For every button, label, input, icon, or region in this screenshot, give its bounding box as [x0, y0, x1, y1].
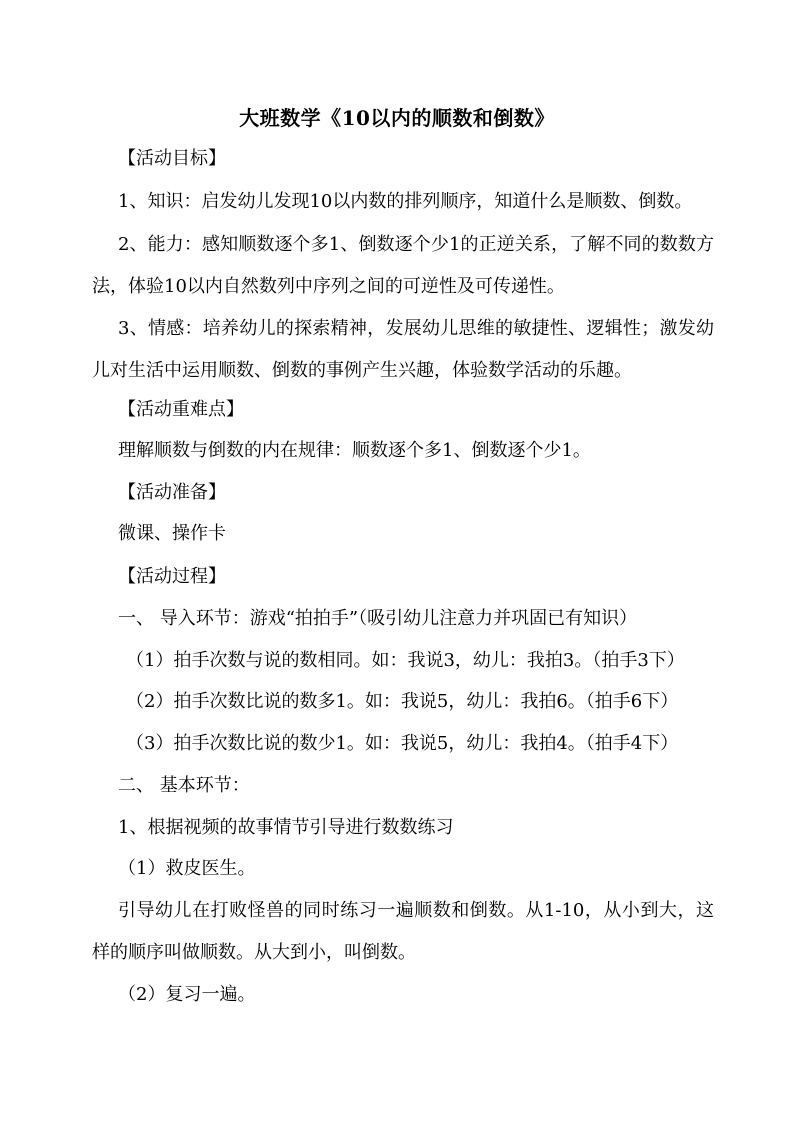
key-points-text: 理解顺数与倒数的内在规律：顺数逐个多1、倒数逐个少1。 [118, 440, 591, 461]
basic-item-1-2: （2）复习一遍。 [118, 984, 256, 1005]
section-basic: 二、 基本环节： [118, 775, 250, 796]
basic-item-1-1: （1）救皮医生。 [118, 858, 256, 879]
basic-item-1: 1、根据视频的故事情节引导进行数数练习 [118, 817, 454, 838]
heading-key-points: 【活动重难点】 [118, 399, 244, 420]
goal-ability: 2、能力：感知顺数逐个多1、倒数逐个少1的正逆关系，了解不同的数数方法，体验10以内自然数列中序列之间的可逆性及可传递性。 [92, 234, 714, 297]
heading-preparation: 【活动准备】 [118, 482, 226, 503]
goal-knowledge: 1、知识：启发幼儿发现10以内数的排列顺序，知道什么是顺数、倒数。 [118, 191, 693, 212]
heading-activity-goals: 【活动目标】 [118, 148, 226, 169]
goal-emotion: 3、情感：培养幼儿的探索精神，发展幼儿思维的敏捷性、逻辑性；激发幼儿对生活中运用顺数、倒数的事例产生兴趣，体验数学活动的乐趣。 [92, 318, 714, 381]
basic-item-1-1-text: 引导幼儿在打败怪兽的同时练习一遍顺数和倒数。从1-10，从小到大，这样的顺序叫做顺数。从大到小，叫倒数。 [92, 900, 714, 963]
preparation-text: 微课、操作卡 [118, 523, 226, 544]
heading-process: 【活动过程】 [118, 566, 226, 587]
intro-step-1: （1）拍手次数与说的数相同。如：我说3，幼儿：我拍3。（拍手3下） [126, 650, 685, 671]
intro-step-2: （2）拍手次数比说的数多1。如：我说5，幼儿：我拍6。（拍手6下） [126, 691, 679, 712]
section-intro: 一、 导入环节：游戏“拍拍手”（吸引幼儿注意力并巩固已有知识） [118, 608, 638, 629]
document-title: 大班数学《10以内的顺数和倒数》 [239, 106, 555, 130]
intro-step-3: （3）拍手次数比说的数少1。如：我说5，幼儿：我拍4。（拍手4下） [126, 733, 679, 754]
